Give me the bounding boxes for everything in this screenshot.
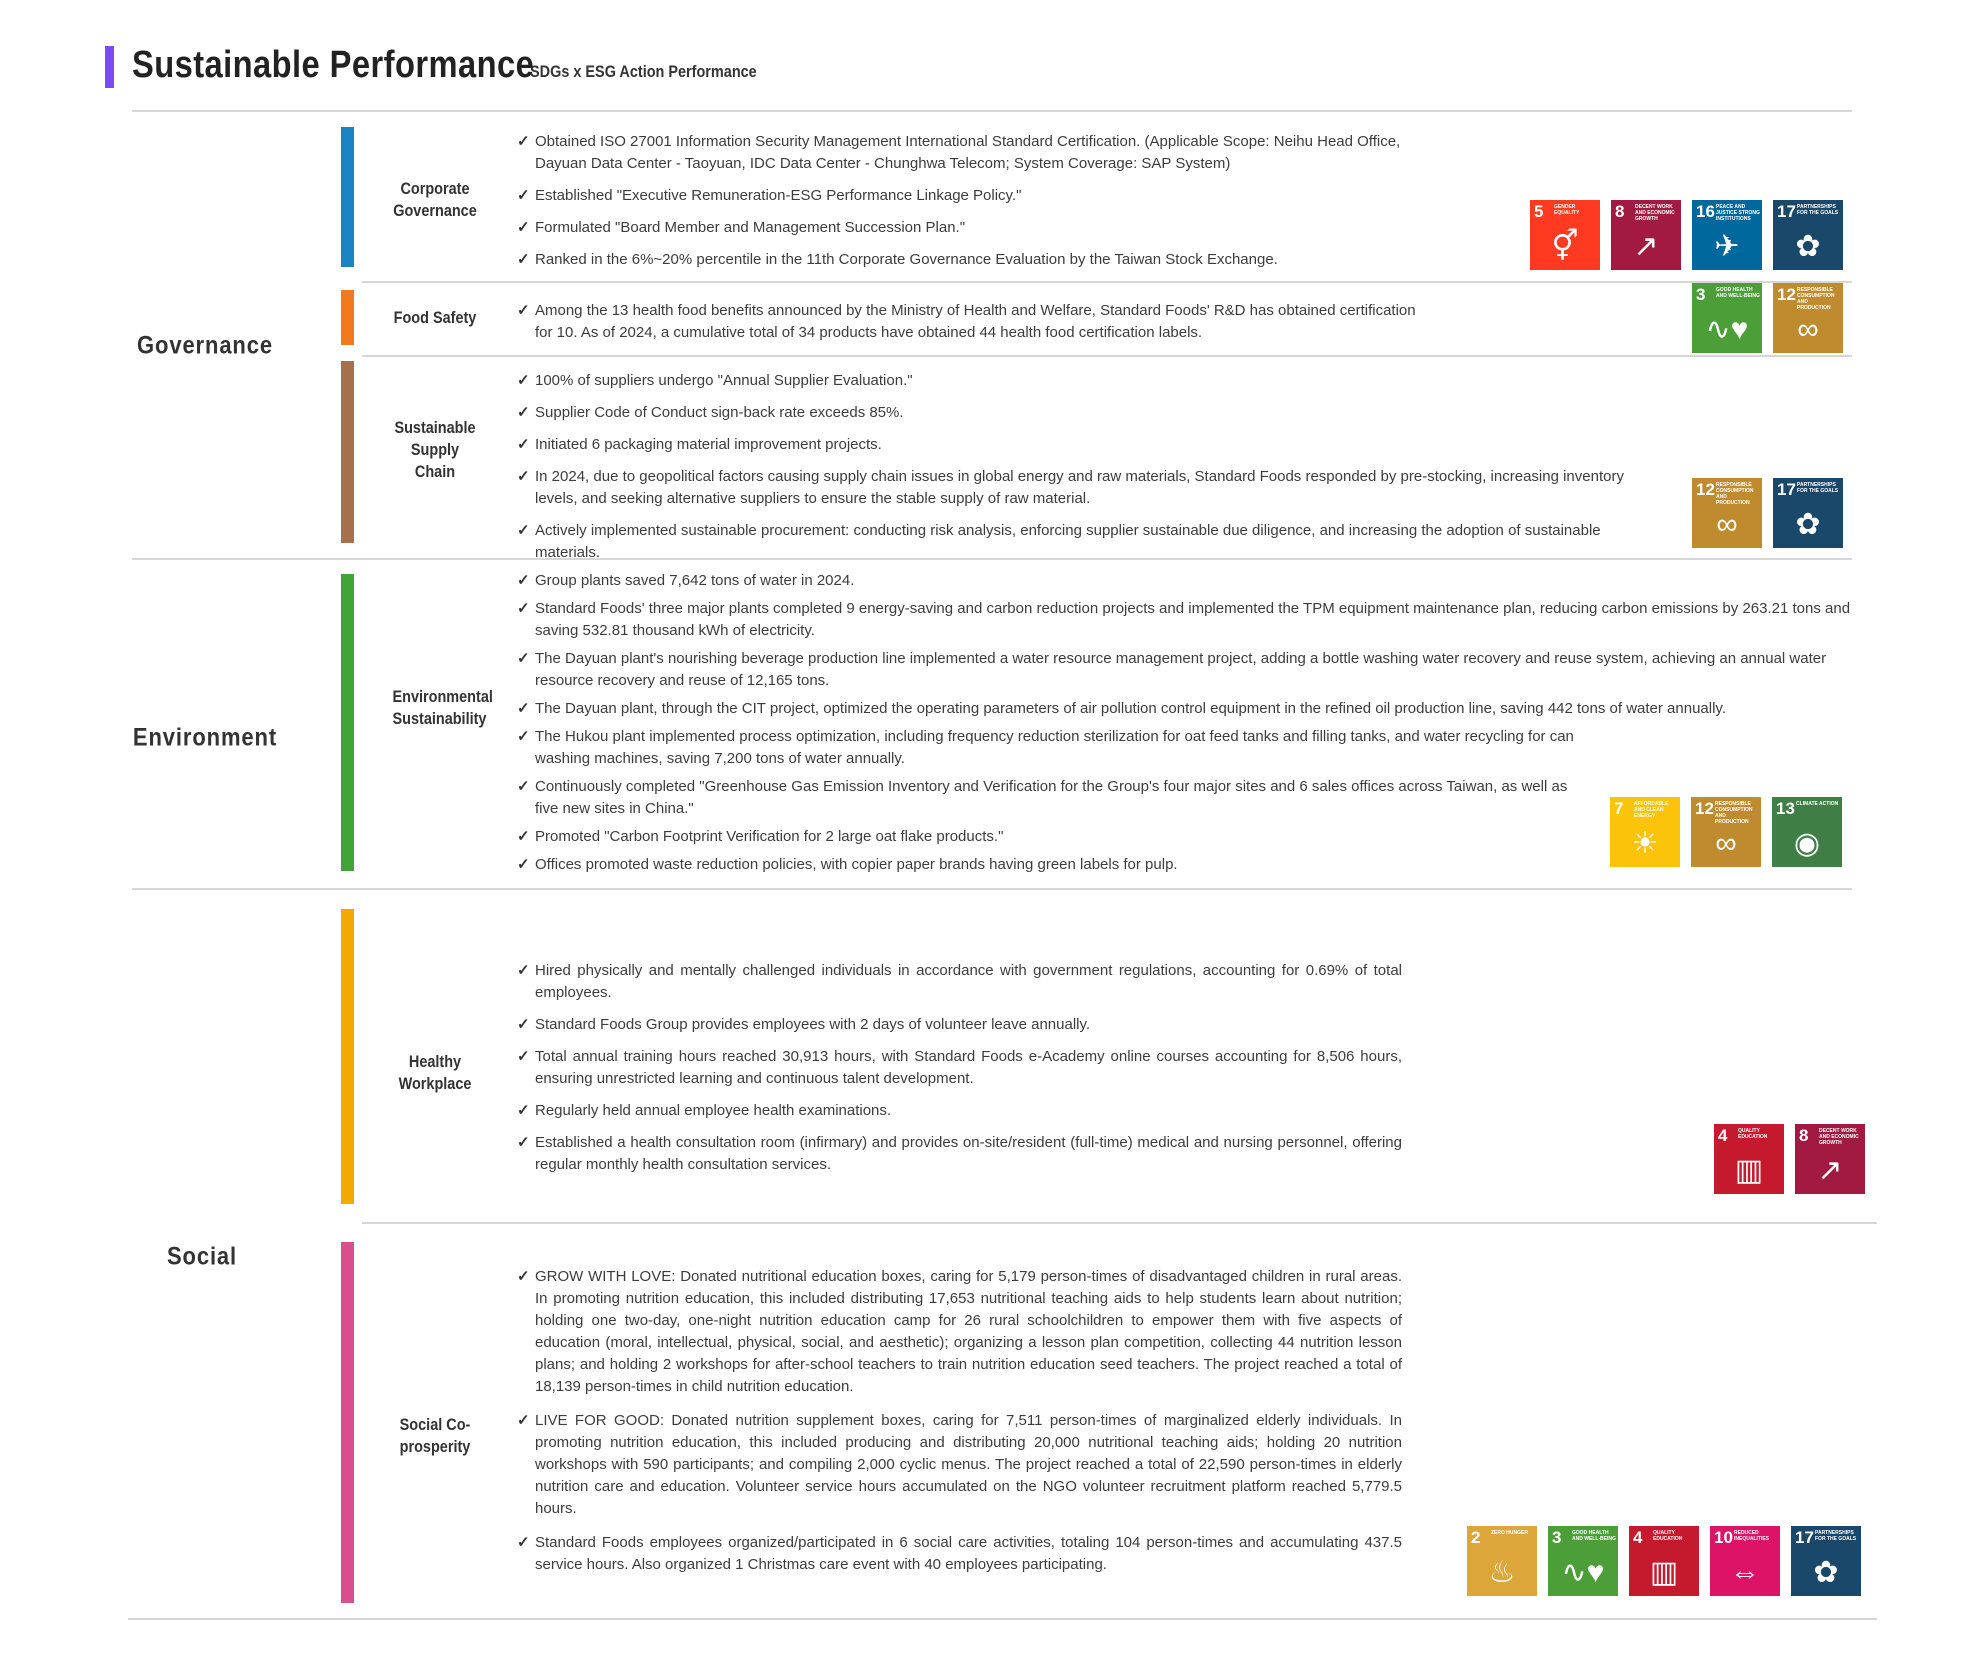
list-item bbox=[517, 826, 1580, 848]
list-item-text: The Hukou plant implemented process optimization, including frequency reduction sterilization for oat feed tanks and filling tanks, and water recycling for can washing machines, saving 7,200 tons of water annually. bbox=[535, 728, 1574, 767]
sdg-title: GENDER EQUALITY bbox=[1554, 204, 1580, 216]
sdg-2-badge[interactable] bbox=[1467, 1526, 1537, 1596]
sdg-12-badge[interactable] bbox=[1773, 283, 1843, 353]
list-item-text: Continuously completed "Greenhouse Gas Emission Inventory and Verification for the Group's four major sites and 6 sales offices across Taiwan, as well as five new sites in China." bbox=[535, 778, 1568, 817]
list-item-text: Hired physically and mentally challenged individuals in accordance with government regulations, accounting for 0.69% of total employees. bbox=[535, 962, 1402, 1001]
list-item bbox=[517, 1046, 1402, 1090]
section-label-food-safety: Food Safety bbox=[393, 308, 477, 327]
sdg-17-badge[interactable] bbox=[1773, 200, 1843, 270]
checkmark-icon: ✓ bbox=[517, 1412, 530, 1429]
list-item-text: Established "Executive Remuneration-ESG Performance Linkage Policy." bbox=[535, 187, 1022, 204]
list-item-text: The Dayuan plant, through the CIT project, optimized the operating parameters of air pollution control equipment in the refined oil production line, saving 442 tons of water annually. bbox=[535, 700, 1726, 717]
sdg-number: 17 bbox=[1777, 202, 1796, 221]
flower-icon: ✿ bbox=[1813, 1556, 1839, 1589]
checkmark-icon: ✓ bbox=[517, 1268, 530, 1285]
section-color-bar bbox=[341, 127, 354, 267]
section-label-corporate-governance: Corporate Governance bbox=[393, 179, 477, 220]
sdg-8-badge[interactable] bbox=[1611, 200, 1681, 270]
list-item bbox=[517, 698, 1862, 720]
divider bbox=[362, 1222, 1877, 1224]
sdg-icons bbox=[1530, 200, 1843, 270]
infinity-icon: ∞ bbox=[1797, 313, 1819, 346]
list-item-text: Initiated 6 packaging material improvement projects. bbox=[535, 436, 882, 453]
sdg-17-badge[interactable] bbox=[1791, 1526, 1861, 1596]
list-item bbox=[517, 217, 1437, 239]
flower-icon: ✿ bbox=[1795, 230, 1821, 263]
sun-icon: ☀ bbox=[1631, 827, 1659, 860]
sdg-title: AFFORDABLE AND CLEAN ENERGY bbox=[1634, 801, 1669, 819]
checkmark-icon: ✓ bbox=[517, 251, 530, 268]
sdg-title: GOOD HEALTH AND WELL-BEING bbox=[1716, 287, 1760, 299]
list-item bbox=[517, 300, 1437, 344]
book-icon: ▥ bbox=[1649, 1556, 1679, 1589]
sdg-icons bbox=[1692, 283, 1843, 353]
sdg-title: PARTNERSHIPS FOR THE GOALS bbox=[1815, 1530, 1857, 1542]
list-item bbox=[517, 520, 1667, 564]
bullet-list bbox=[517, 960, 1402, 1186]
sdg-7-badge[interactable] bbox=[1610, 797, 1680, 867]
sdg-number: 10 bbox=[1714, 1528, 1733, 1547]
checkmark-icon: ✓ bbox=[517, 778, 530, 795]
checkmark-icon: ✓ bbox=[517, 1048, 530, 1065]
bullet-list bbox=[517, 300, 1437, 354]
checkmark-icon: ✓ bbox=[517, 856, 530, 873]
bullet-list bbox=[517, 131, 1437, 281]
list-item bbox=[517, 960, 1402, 1004]
sdg-title: RESPONSIBLE CONSUMPTION AND PRODUCTION bbox=[1715, 801, 1753, 825]
gender-icon: ⚥ bbox=[1551, 230, 1579, 263]
bowl-icon: ♨ bbox=[1488, 1556, 1516, 1589]
sdg-number: 12 bbox=[1777, 285, 1796, 304]
sdg-number: 3 bbox=[1696, 285, 1706, 304]
sdg-number: 2 bbox=[1471, 1528, 1481, 1547]
checkmark-icon: ✓ bbox=[517, 404, 530, 421]
divider bbox=[362, 355, 1852, 357]
sdg-12-badge[interactable] bbox=[1692, 478, 1762, 548]
sdg-icons bbox=[1467, 1526, 1861, 1596]
sdg-title: QUALITY EDUCATION bbox=[1738, 1128, 1768, 1140]
checkmark-icon: ✓ bbox=[517, 700, 530, 717]
divider bbox=[132, 888, 1852, 890]
divider bbox=[128, 1618, 1877, 1620]
list-item bbox=[517, 370, 1667, 392]
section-color-bar bbox=[341, 361, 354, 543]
group-label-environment: Environment bbox=[132, 723, 278, 752]
list-item-text: Standard Foods employees organized/participated in 6 social care activities, totaling 104 person-times and accumulating 437.5 service hours. Also organized 1 Christmas care event with 40 employees participating. bbox=[535, 1534, 1402, 1573]
list-item bbox=[517, 402, 1667, 424]
divider bbox=[362, 281, 1852, 283]
dove-icon: ✈ bbox=[1714, 230, 1740, 263]
sdg-title: ZERO HUNGER bbox=[1491, 1530, 1528, 1536]
sdg-title: CLIMATE ACTION bbox=[1796, 801, 1839, 807]
sdg-5-badge[interactable] bbox=[1530, 200, 1600, 270]
checkmark-icon: ✓ bbox=[517, 468, 530, 485]
page-subtitle: SDGs x ESG Action Performance bbox=[530, 62, 757, 81]
list-item bbox=[517, 1532, 1402, 1576]
list-item-text: The Dayuan plant's nourishing beverage production line implemented a water resource management project, adding a bottle washing water recovery and reuse system, achieving an annual water resource recovery and reuse of 12,165 tons. bbox=[535, 650, 1827, 689]
sdg-title: REDUCED INEQUALITIES bbox=[1734, 1530, 1770, 1542]
checkmark-icon: ✓ bbox=[517, 828, 530, 845]
checkmark-icon: ✓ bbox=[517, 962, 530, 979]
sdg-title: PARTNERSHIPS FOR THE GOALS bbox=[1797, 482, 1839, 494]
sdg-number: 4 bbox=[1718, 1126, 1728, 1145]
list-item bbox=[517, 185, 1437, 207]
sdg-number: 8 bbox=[1615, 202, 1625, 221]
checkmark-icon: ✓ bbox=[517, 436, 530, 453]
sdg-number: 17 bbox=[1795, 1528, 1814, 1547]
sdg-number: 17 bbox=[1777, 480, 1796, 499]
list-item-text: Standard Foods Group provides employees with 2 days of volunteer leave annually. bbox=[535, 1016, 1091, 1033]
sdg-number: 12 bbox=[1695, 799, 1714, 818]
list-item-text: Among the 13 health food benefits announced by the Ministry of Health and Welfare, Standard Foods' R&D has obtained certification for 10. As of 2024, a cumulative total of 34 products have obtained 44 health food certification labels. bbox=[535, 302, 1416, 341]
title-accent-bar bbox=[105, 46, 114, 88]
list-item bbox=[517, 1266, 1402, 1398]
section-color-bar bbox=[341, 290, 354, 345]
list-item bbox=[517, 434, 1667, 456]
sdg-4-badge[interactable] bbox=[1714, 1124, 1784, 1194]
list-item bbox=[517, 1410, 1402, 1520]
list-item bbox=[517, 726, 1580, 770]
book-icon: ▥ bbox=[1734, 1154, 1764, 1187]
section-label-healthy-workplace: Healthy Workplace bbox=[398, 1052, 472, 1093]
list-item-text: Ranked in the 6%~20% percentile in the 11th Corporate Governance Evaluation by the Taiwan Stock Exchange. bbox=[535, 251, 1278, 268]
list-item-text: Promoted "Carbon Footprint Verification for 2 large oat flake products." bbox=[535, 828, 1004, 845]
sdg-icons bbox=[1714, 1124, 1865, 1194]
checkmark-icon: ✓ bbox=[517, 1134, 530, 1151]
sdg-16-badge[interactable] bbox=[1692, 200, 1762, 270]
sdg-12-badge[interactable] bbox=[1691, 797, 1761, 867]
sdg-title: RESPONSIBLE CONSUMPTION AND PRODUCTION bbox=[1797, 287, 1835, 311]
sdg-number: 16 bbox=[1696, 202, 1715, 221]
group-label-social: Social bbox=[166, 1242, 238, 1271]
growth-chart-icon: ↗ bbox=[1817, 1154, 1843, 1187]
section-label-environmental-sustainability: Environmental Sustainability bbox=[392, 687, 493, 728]
sdg-13-badge[interactable] bbox=[1772, 797, 1842, 867]
sdg-8-badge[interactable] bbox=[1795, 1124, 1865, 1194]
list-item-text: Regularly held annual employee health examinations. bbox=[535, 1102, 892, 1119]
divider bbox=[132, 110, 1852, 112]
list-item bbox=[517, 598, 1862, 642]
section-label-sustainable-supply-chain: Sustainable Supply Chain bbox=[394, 418, 476, 481]
section-label-social-co-prosperity: Social Co-prosperity bbox=[399, 1415, 471, 1456]
list-item-text: Standard Foods' three major plants completed 9 energy-saving and carbon reduction projects and implemented the TPM equipment maintenance plan, reducing carbon emissions by 263.21 tons and saving 532.81 thousand kWh of electricity. bbox=[535, 600, 1851, 639]
checkmark-icon: ✓ bbox=[517, 372, 530, 389]
sdg-icons bbox=[1692, 478, 1843, 548]
list-item-text: Formulated "Board Member and Management Succession Plan." bbox=[535, 219, 966, 236]
sdg-icons bbox=[1610, 797, 1842, 867]
list-item bbox=[517, 466, 1667, 510]
growth-chart-icon: ↗ bbox=[1633, 230, 1659, 263]
sdg-3-badge[interactable] bbox=[1692, 283, 1762, 353]
list-item-text: GROW WITH LOVE: Donated nutritional education boxes, caring for 5,179 person-times of disadvantaged children in rural areas. In promoting nutrition education, this included distributing 17,653 nutritional teaching aids to help students learn about nutrition; holding one two-day, one-night nutrition education camp for 26 rural schoolchildren to empower them with five aspects of education (moral, intellectual, physical, social, and aesthetic); organizing a lesson plan competition, collecting 44 nutrition lesson plans; and holding 2 workshops for after-school teachers to train nutrition education seed teachers. The project reached a total of 18,139 person-times in child nutrition education. bbox=[535, 1268, 1402, 1395]
checkmark-icon: ✓ bbox=[517, 1102, 530, 1119]
checkmark-icon: ✓ bbox=[517, 133, 530, 150]
sdg-title: GOOD HEALTH AND WELL-BEING bbox=[1572, 1530, 1616, 1542]
checkmark-icon: ✓ bbox=[517, 600, 530, 617]
section-color-bar bbox=[341, 1242, 354, 1603]
list-item-text: LIVE FOR GOOD: Donated nutrition supplement boxes, caring for 7,511 person-times of marginalized elderly individuals. In promoting nutrition education, this included producing and distributing 20,000 nutritional teaching aids; holding 20 nutrition workshops with 590 participants; and compiling 2,000 cyclic menus. The project reached a total of 22,590 person-times in elderly nutrition care and education. Volunteer service hours accumulated on the NGO volunteer recruitment platform reached 5,779.5 hours. bbox=[535, 1412, 1402, 1517]
sdg-title: PEACE AND JUSTICE STRONG INSTITUTIONS bbox=[1716, 204, 1760, 222]
sdg-3-badge[interactable] bbox=[1548, 1526, 1618, 1596]
checkmark-icon: ✓ bbox=[517, 219, 530, 236]
checkmark-icon: ✓ bbox=[517, 1016, 530, 1033]
checkmark-icon: ✓ bbox=[517, 302, 530, 319]
list-item-text: In 2024, due to geopolitical factors causing supply chain issues in global energy and raw materials, Standard Foods responded by pre-stocking, increasing inventory levels, and seeking alternative suppliers to ensure the stable supply of raw material. bbox=[535, 468, 1624, 507]
section-color-bar bbox=[341, 574, 354, 871]
checkmark-icon: ✓ bbox=[517, 572, 530, 589]
list-item-text: 100% of suppliers undergo "Annual Supplier Evaluation." bbox=[535, 372, 913, 389]
sdg-10-badge[interactable] bbox=[1710, 1526, 1780, 1596]
checkmark-icon: ✓ bbox=[517, 1534, 530, 1551]
eye-globe-icon: ◉ bbox=[1793, 827, 1821, 860]
infinity-icon: ∞ bbox=[1715, 827, 1737, 860]
list-item-text: Group plants saved 7,642 tons of water in 2024. bbox=[535, 572, 855, 589]
heartbeat-icon: ∿♥ bbox=[1561, 1556, 1605, 1589]
sdg-title: DECENT WORK AND ECONOMIC GROWTH bbox=[1819, 1128, 1859, 1146]
sdg-number: 5 bbox=[1534, 202, 1544, 221]
list-item bbox=[517, 1014, 1402, 1036]
equality-icon: ⇔ bbox=[1730, 1556, 1760, 1589]
checkmark-icon: ✓ bbox=[517, 650, 530, 667]
list-item-text: Supplier Code of Conduct sign-back rate exceeds 85%. bbox=[535, 404, 904, 421]
sdg-number: 8 bbox=[1799, 1126, 1809, 1145]
list-item bbox=[517, 648, 1862, 692]
sdg-number: 4 bbox=[1633, 1528, 1643, 1547]
sdg-title: DECENT WORK AND ECONOMIC GROWTH bbox=[1635, 204, 1675, 222]
list-item bbox=[517, 570, 1862, 592]
list-item-text: Obtained ISO 27001 Information Security Management International Standard Certification. (Applicable Scope: Neihu Head Office, Dayuan Data Center - Taoyuan, IDC Data Center - Chunghwa Telecom; System Coverage: SAP System) bbox=[535, 133, 1401, 172]
sdg-number: 3 bbox=[1552, 1528, 1562, 1547]
list-item-text: Offices promoted waste reduction policies, with copier paper brands having green labels for pulp. bbox=[535, 856, 1178, 873]
sdg-number: 13 bbox=[1776, 799, 1795, 818]
list-item bbox=[517, 131, 1437, 175]
sdg-title: RESPONSIBLE CONSUMPTION AND PRODUCTION bbox=[1716, 482, 1754, 506]
list-item bbox=[517, 249, 1437, 271]
section-color-bar bbox=[341, 909, 354, 1204]
sdg-number: 7 bbox=[1614, 799, 1624, 818]
checkmark-icon: ✓ bbox=[517, 522, 530, 539]
checkmark-icon: ✓ bbox=[517, 728, 530, 745]
sdg-title: QUALITY EDUCATION bbox=[1653, 1530, 1683, 1542]
checkmark-icon: ✓ bbox=[517, 187, 530, 204]
group-label-governance: Governance bbox=[137, 331, 273, 360]
flower-icon: ✿ bbox=[1795, 508, 1821, 541]
list-item bbox=[517, 776, 1580, 820]
list-item-text: Total annual training hours reached 30,913 hours, with Standard Foods e-Academy online courses accounting for 8,506 hours, ensuring unrestricted learning and continuous talent development. bbox=[535, 1048, 1402, 1087]
sdg-title: PARTNERSHIPS FOR THE GOALS bbox=[1797, 204, 1839, 216]
sdg-4-badge[interactable] bbox=[1629, 1526, 1699, 1596]
list-item-text: Established a health consultation room (infirmary) and provides on-site/resident (full-time) medical and nursing personnel, offering regular monthly health consultation services. bbox=[535, 1134, 1402, 1173]
list-item-text: Actively implemented sustainable procurement: conducting risk analysis, enforcing supplier sustainable due diligence, and increasing the adoption of sustainable materials. bbox=[535, 522, 1601, 561]
sdg-number: 12 bbox=[1696, 480, 1715, 499]
list-item bbox=[517, 1100, 1402, 1122]
bullet-list bbox=[517, 370, 1667, 574]
infinity-icon: ∞ bbox=[1716, 508, 1738, 541]
heartbeat-icon: ∿♥ bbox=[1705, 313, 1749, 346]
sdg-17-badge[interactable] bbox=[1773, 478, 1843, 548]
page-title: Sustainable Performance bbox=[132, 44, 535, 86]
list-item bbox=[517, 1132, 1402, 1176]
list-item bbox=[517, 854, 1580, 876]
bullet-list bbox=[517, 1266, 1402, 1588]
